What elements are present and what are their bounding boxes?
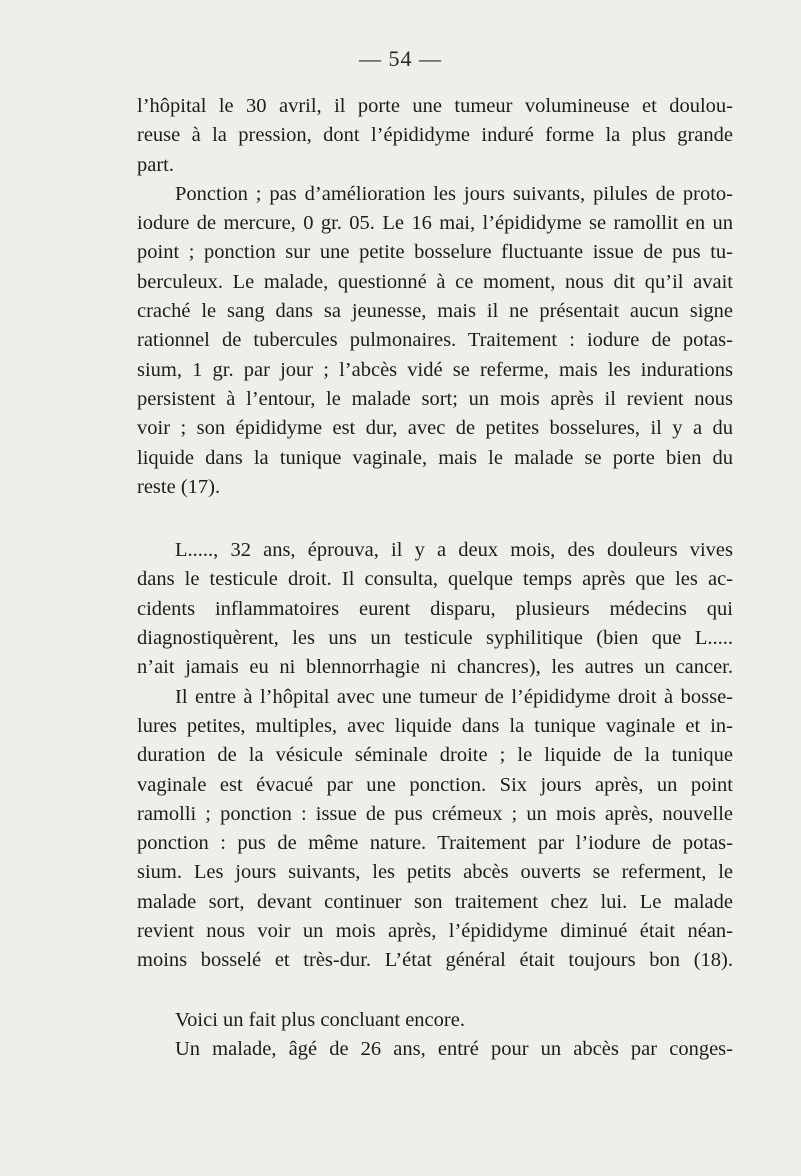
text-line: Ponction ; pas d’amélioration les jours suivants, pilules de proto- bbox=[175, 182, 733, 205]
text-line: cidents inflammatoires eurent disparu, plusieurs médecins qui bbox=[137, 597, 733, 620]
text-line: reuse à la pression, dont l’épididyme induré forme la plus grande bbox=[137, 124, 733, 147]
text-line: vaginale est évacué par une ponction. Six jours après, un point bbox=[137, 773, 733, 796]
text-line: Un malade, âgé de 26 ans, entré pour un abcès par conges- bbox=[175, 1037, 733, 1060]
text-line: iodure de mercure, 0 gr. 05. Le 16 mai, l’épididyme se ramollit en un bbox=[137, 212, 733, 235]
text-line: ponction : pus de même nature. Traitement par l’iodure de potas- bbox=[137, 832, 733, 855]
text-line: malade sort, devant continuer son traitement chez lui. Le malade bbox=[137, 890, 733, 913]
text-line: sium, 1 gr. par jour ; l’abcès vidé se referme, mais les indurations bbox=[137, 358, 733, 381]
text-line: Voici un fait plus concluant encore. bbox=[175, 1008, 465, 1031]
text-line: lures petites, multiples, avec liquide dans la tunique vaginale et in- bbox=[137, 714, 733, 737]
text-line: L....., 32 ans, éprouva, il y a deux mois, des douleurs vives bbox=[175, 539, 733, 562]
text-line: l’hôpital le 30 avril, il porte une tumeur volumineuse et doulou- bbox=[137, 95, 733, 117]
text-line: sium. Les jours suivants, les petits abcès ouverts se referment, le bbox=[137, 861, 733, 884]
text-line: reste (17). bbox=[137, 475, 221, 498]
paragraph bbox=[137, 1006, 733, 1035]
text-line: berculeux. Le malade, questionné à ce moment, nous dit qu’il avait bbox=[137, 270, 733, 293]
paragraph bbox=[137, 536, 733, 975]
text-line: persistent à l’entour, le malade sort; un mois après il revient nous bbox=[137, 387, 733, 410]
text-line: ramolli ; ponction : issue de pus crémeux ; un mois après, nouvelle bbox=[137, 802, 733, 825]
text-line: n’ait jamais eu ni blennorrhagie ni chancres), les autres un cancer. bbox=[137, 656, 733, 679]
text-line: rationnel de tubercules pulmonaires. Traitement : iodure de potas- bbox=[137, 329, 733, 352]
text-line: diagnostiquèrent, les uns un testicule syphilitique (bien que L..... bbox=[137, 627, 733, 650]
paragraph-gap bbox=[137, 976, 733, 1006]
paragraph bbox=[137, 180, 733, 502]
text-line: voir ; son épididyme est dur, avec de petites bosselures, il y a du bbox=[137, 417, 733, 440]
text-line: Il entre à l’hôpital avec une tumeur de l’épididyme droit à bosse- bbox=[175, 685, 733, 708]
text-line: duration de la vésicule séminale droite ; le liquide de la tunique bbox=[137, 744, 733, 767]
page-number: — 54 — bbox=[359, 46, 442, 71]
paragraph bbox=[137, 1035, 733, 1064]
paragraph bbox=[137, 92, 733, 180]
paragraph-gap bbox=[137, 502, 733, 536]
text-line: dans le testicule droit. Il consulta, quelque temps après que les ac- bbox=[137, 568, 733, 591]
text-line: liquide dans la tunique vaginale, mais le malade se porte bien du bbox=[137, 446, 733, 469]
text-line: craché le sang dans sa jeunesse, mais il ne présentait aucun signe bbox=[137, 300, 733, 323]
text-line: part. bbox=[137, 153, 174, 176]
text-line: moins bosselé et très-dur. L’état général était toujours bon (18). bbox=[137, 949, 733, 972]
body-text bbox=[137, 92, 733, 1064]
text-line: point ; ponction sur une petite bosselure fluctuante issue de pus tu- bbox=[137, 241, 733, 264]
text-line: revient nous voir un mois après, l’épididyme diminué était néan- bbox=[137, 920, 733, 943]
